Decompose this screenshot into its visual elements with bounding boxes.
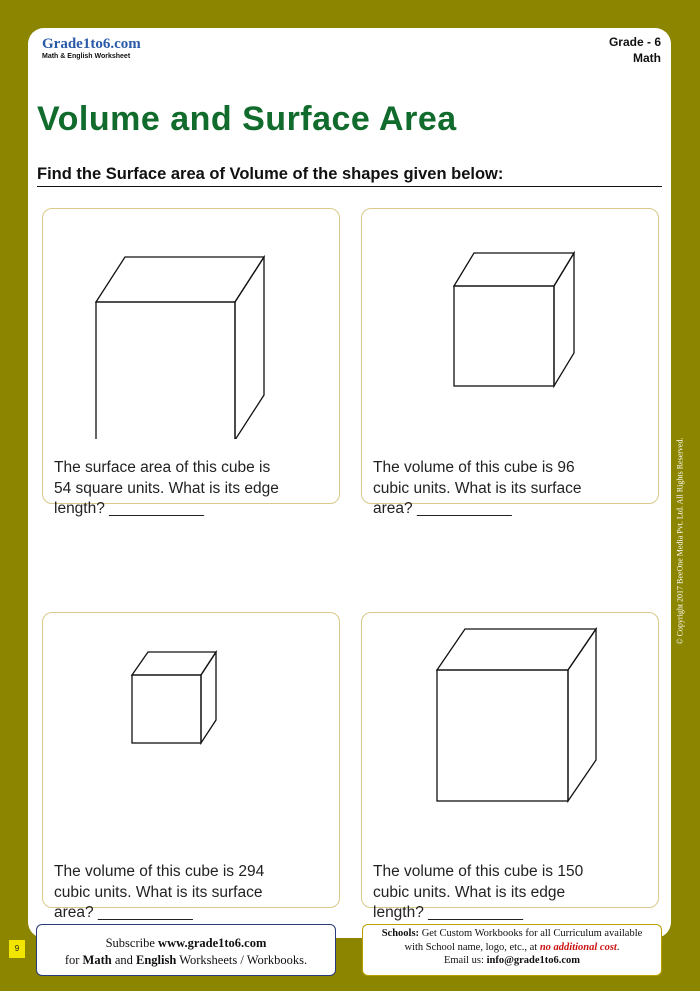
schools-line-1 bbox=[363, 927, 661, 941]
no-cost-highlight: no additional cost bbox=[539, 941, 617, 953]
question-text-2 bbox=[373, 458, 581, 520]
instruction-heading: Find the Surface area of Volume of the shapes given below: bbox=[37, 165, 662, 187]
cube-figure-1 bbox=[43, 209, 339, 439]
question-line: 54 square units. What is its edge bbox=[54, 479, 279, 497]
question-card-2 bbox=[361, 208, 659, 517]
schools-line-2 bbox=[363, 941, 661, 955]
subscribe-line-1 bbox=[37, 935, 335, 952]
question-text-4 bbox=[373, 862, 583, 924]
cube-figure-4 bbox=[362, 613, 658, 843]
question-line: The volume of this cube is 294 bbox=[54, 863, 265, 880]
question-line: cubic units. What is its edge bbox=[373, 883, 566, 901]
subscribe-text: Subscribe bbox=[105, 936, 159, 950]
subscribe-text: English bbox=[136, 953, 177, 967]
question-line: cubic units. What is its surface bbox=[373, 479, 582, 497]
cube-top-face bbox=[454, 253, 574, 286]
question-line: The surface area of this cube is bbox=[54, 459, 271, 476]
cube-front-face bbox=[132, 675, 201, 743]
question-line: The volume of this cube is 96 bbox=[373, 459, 575, 476]
email-link[interactable]: info@grade1to6.com bbox=[486, 955, 581, 966]
subject-label: Math bbox=[633, 51, 661, 65]
brand-logo bbox=[42, 36, 141, 61]
cube-figure-3 bbox=[43, 613, 339, 843]
schools-text: Email us: bbox=[443, 955, 487, 966]
schools-text: . bbox=[616, 941, 620, 953]
question-card-4 bbox=[361, 612, 659, 921]
question-line: length? ___________ bbox=[54, 500, 204, 517]
question-line: area? ___________ bbox=[373, 500, 512, 517]
brand-name: Grade1to6.com bbox=[42, 36, 141, 52]
worksheet-page bbox=[28, 28, 671, 938]
question-line: length? ___________ bbox=[373, 904, 523, 921]
brand-subtitle: Math & English Worksheet bbox=[42, 53, 131, 60]
question-line: The volume of this cube is 150 bbox=[373, 863, 584, 880]
schools-line-3 bbox=[363, 954, 661, 968]
question-line: area? ___________ bbox=[54, 904, 193, 921]
cube-front-face bbox=[96, 302, 235, 439]
website-link[interactable]: www.grade1to6.com bbox=[158, 936, 267, 950]
copyright-notice: © Copyright 2017 BeeOne Media Pvt. Ltd. All Rights Reserved. bbox=[675, 437, 685, 645]
question-card-1 bbox=[42, 208, 340, 517]
subscribe-text: for bbox=[64, 953, 83, 967]
cube-front-face bbox=[454, 286, 554, 386]
schools-box bbox=[362, 924, 662, 976]
grade-label: Grade - 6 bbox=[608, 35, 661, 49]
cube-figure-2 bbox=[362, 209, 658, 439]
cube-side-face bbox=[201, 652, 216, 743]
question-card-3 bbox=[42, 612, 340, 921]
cube-front-face bbox=[437, 670, 568, 801]
grade-label-block bbox=[609, 34, 661, 66]
subscribe-text: and bbox=[111, 953, 136, 967]
cube-side-face bbox=[235, 257, 264, 439]
subscribe-text: Math bbox=[82, 953, 112, 967]
schools-text: Get Custom Workbooks for all Curriculum available bbox=[419, 928, 643, 939]
schools-label: Schools: bbox=[381, 928, 420, 939]
cube-side-face bbox=[568, 629, 596, 801]
question-text-3 bbox=[54, 862, 264, 924]
page-number: 9 bbox=[9, 940, 25, 958]
cube-side-face bbox=[554, 253, 574, 386]
question-line: cubic units. What is its surface bbox=[54, 883, 263, 901]
subscribe-box bbox=[36, 924, 336, 976]
schools-text: with School name, logo, etc., at bbox=[404, 941, 540, 953]
subscribe-text: Worksheets / Workbooks. bbox=[176, 953, 308, 967]
page-title: Volume and Surface Area bbox=[37, 100, 457, 138]
question-text-1 bbox=[54, 458, 279, 520]
subscribe-line-2 bbox=[37, 952, 335, 969]
